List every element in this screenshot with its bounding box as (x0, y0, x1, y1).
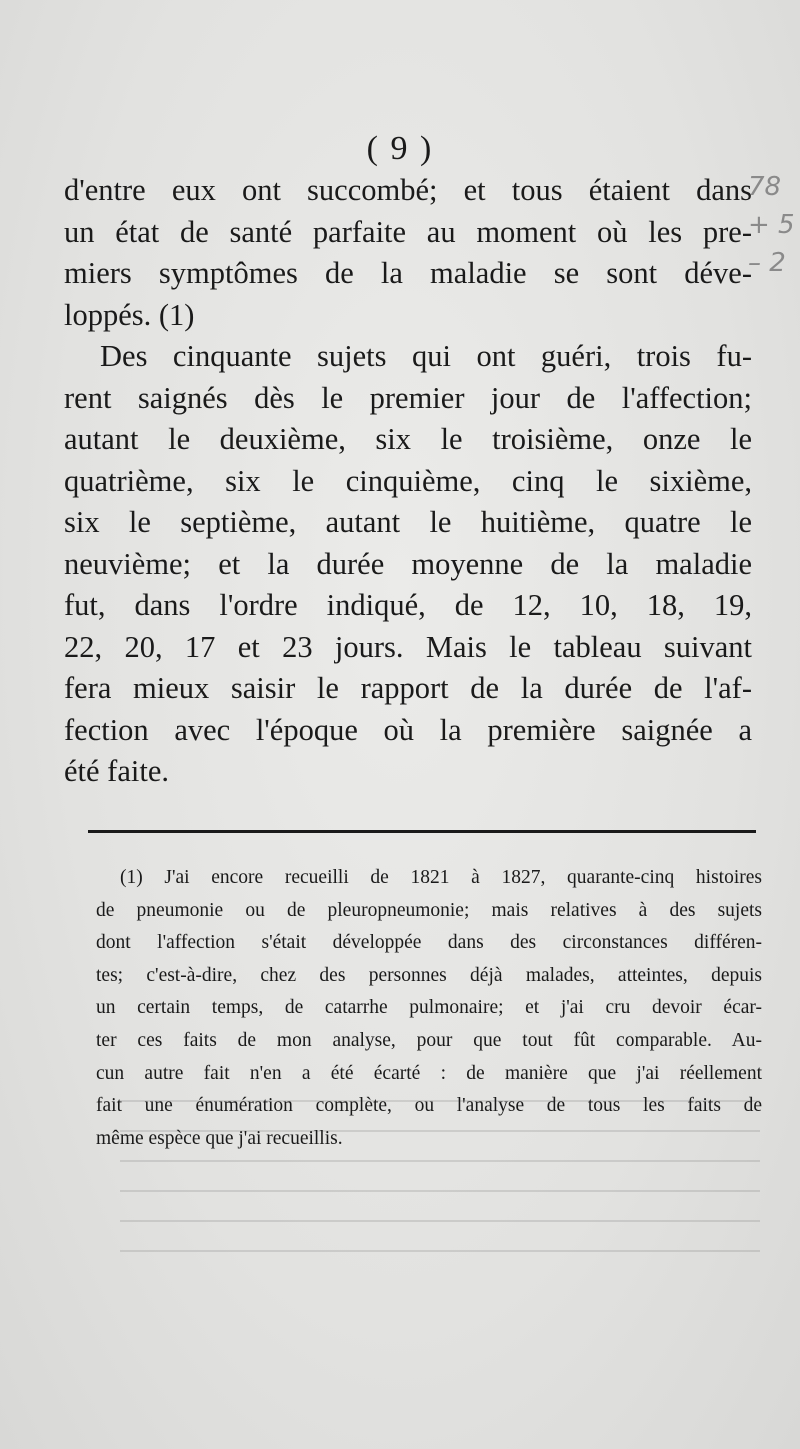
margin-note: + 5 (748, 210, 795, 240)
text-line: 22, 20, 17 et 23 jours. Mais le tableau suivant (64, 629, 752, 664)
footnote-line: même espèce que j'ai recueillis. (96, 1127, 343, 1149)
footnote-line: tes; c'est-à-dire, chez des personnes déjà malades, atteintes, depuis (96, 964, 762, 986)
text-line: un état de santé parfaite au moment où les pre- (64, 214, 752, 249)
footnote-line: de pneumonie ou de pleuropneumonie; mais relatives à des sujets (96, 899, 762, 921)
text-line: d'entre eux ont succombé; et tous étaient dans (64, 173, 752, 207)
page-number: ( 9 ) (366, 130, 434, 167)
main-text (64, 170, 752, 793)
text-line: fut, dans l'ordre indiqué, de 12, 10, 18, 19, (64, 588, 752, 622)
footnote-line: fait une énumération complète, ou l'analyse de tous les faits de (96, 1095, 762, 1117)
text-line: neuvième; et la durée moyenne de la maladie (64, 546, 752, 581)
text-line: été faite. (64, 754, 169, 788)
margin-note: 78 (748, 172, 782, 202)
show-through-texture (120, 1100, 760, 1320)
text-line: loppés. (1) (64, 297, 195, 332)
text-line: rent saignés dès le premier jour de l'affection; (64, 380, 752, 415)
footnote-line: ter ces faits de mon analyse, pour que tout fût comparable. Au- (96, 1029, 762, 1051)
margin-note: – 2 (748, 248, 786, 278)
handwritten-margin-notes (748, 168, 796, 282)
text-line: miers symptômes de la maladie se sont déve- (64, 256, 752, 290)
text-line: fection avec l'époque où la première saignée a (64, 712, 752, 747)
text-line: Des cinquante sujets qui ont guéri, trois fu- (100, 339, 752, 373)
footnote-line: (1) J'ai encore recueilli de 1821 à 1827, quarante-cinq histoires (120, 867, 762, 888)
text-line: autant le deuxième, six le troisième, onze le (64, 422, 752, 456)
text-line: quatrième, six le cinquième, cinq le sixième, (64, 463, 752, 498)
footnote-divider (88, 830, 756, 833)
text-line: fera mieux saisir le rapport de la durée de l'af- (64, 671, 752, 705)
text-line: six le septième, autant le huitième, quatre le (64, 505, 752, 539)
footnote-line: cun autre fait n'en a été écarté : de manière que j'ai réellement (96, 1062, 762, 1084)
footnote-line: dont l'affection s'était développée dans des circonstances différen- (96, 932, 762, 954)
footnote-line: un certain temps, de catarrhe pulmonaire; et j'ai cru devoir écar- (96, 997, 762, 1019)
